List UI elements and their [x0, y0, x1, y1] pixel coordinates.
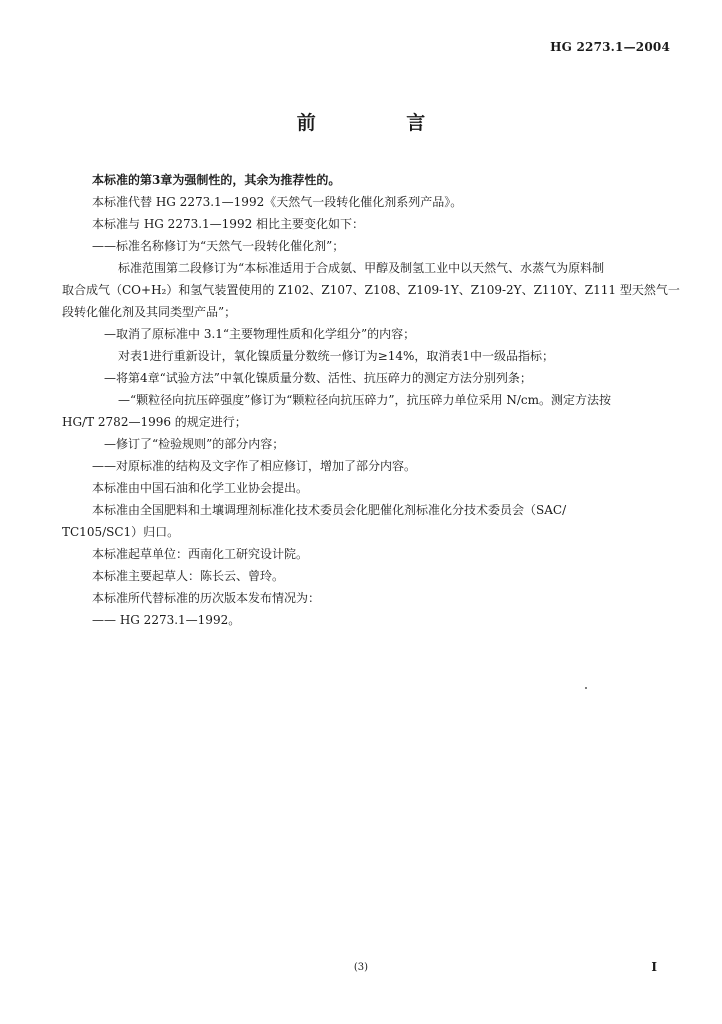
paragraph-change-chapter-4: —将第4章“试验方法”中氧化镍质量分数、活性、抗压碎力的测定方法分别列条； [104, 371, 532, 385]
paragraph-history-item: —— HG 2273.1—1992。 [92, 613, 241, 627]
paragraph-change-title: ——标准名称修订为“天然气一段转化催化剂”； [92, 239, 345, 253]
page-number: (3) [353, 962, 369, 973]
paragraph-proposed-by: 本标准由中国石油和化学工业协会提出。 [92, 481, 309, 495]
paragraph-change-remove-3-1: —取消了原标准中 3.1“主要物理性质和化学组分”的内容； [104, 327, 416, 341]
paragraph-change-crush-strength-line-2: HG/T 2782—1996 的规定进行； [62, 415, 247, 429]
paragraph-change-inspection-rules: —修订了“检验规则”的部分内容； [104, 437, 285, 451]
paragraph-changes-intro: 本标准与 HG 2273.1—1992 相比主要变化如下： [92, 217, 365, 231]
paragraph-replaces: 本标准代替 HG 2273.1—1992《天然气一段转化催化剂系列产品》。 [92, 195, 463, 209]
scan-speck [585, 687, 587, 689]
paragraph-history-intro: 本标准所代替标准的历次版本发布情况为： [92, 591, 321, 605]
paragraph-change-structure: ——对原标准的结构及文字作了相应修订，增加了部分内容。 [92, 459, 417, 473]
paragraph-change-table-1: 对表1进行重新设计，氧化镍质量分数统一修订为≥14%，取消表1中一级品指标； [118, 349, 554, 363]
paragraph-change-scope-line-1: 标准范围第二段修订为“本标准适用于合成氨、甲醇及制氢工业中以天然气、水蒸气为原料制 [118, 261, 605, 275]
document-number: HG 2273.1—2004 [550, 40, 670, 54]
paragraph-drafting-unit: 本标准起草单位：西南化工研究设计院。 [92, 547, 309, 561]
paragraph-main-drafters: 本标准主要起草人：陈长云、曾玲。 [92, 569, 285, 583]
page-title: 前 言 [296, 112, 468, 134]
paragraph-managed-by-line-2: TC105/SC1）归口。 [62, 525, 180, 539]
paragraph-change-scope-line-3: 段转化催化剂及其同类型产品”； [62, 305, 237, 319]
paragraph-change-scope-line-2: 取合成气（CO+H₂）和氢气装置使用的 Z102、Z107、Z108、Z109-1Y、Z109-2Y、Z110Y、Z111 型天然气一 [62, 283, 680, 297]
roman-page-mark: I [651, 960, 657, 974]
paragraph-managed-by-line-1: 本标准由全国肥料和土壤调理剂标准化技术委员会化肥催化剂标准化分技术委员会（SAC/ [92, 503, 567, 517]
paragraph-change-crush-strength-line-1: —“颗粒径向抗压碎强度”修订为“颗粒径向抗压碎力”，抗压碎力单位采用 N/cm。测定方法按 [118, 393, 611, 407]
paragraph-mandatory-clause: 本标准的第3章为强制性的，其余为推荐性的。 [92, 173, 341, 187]
